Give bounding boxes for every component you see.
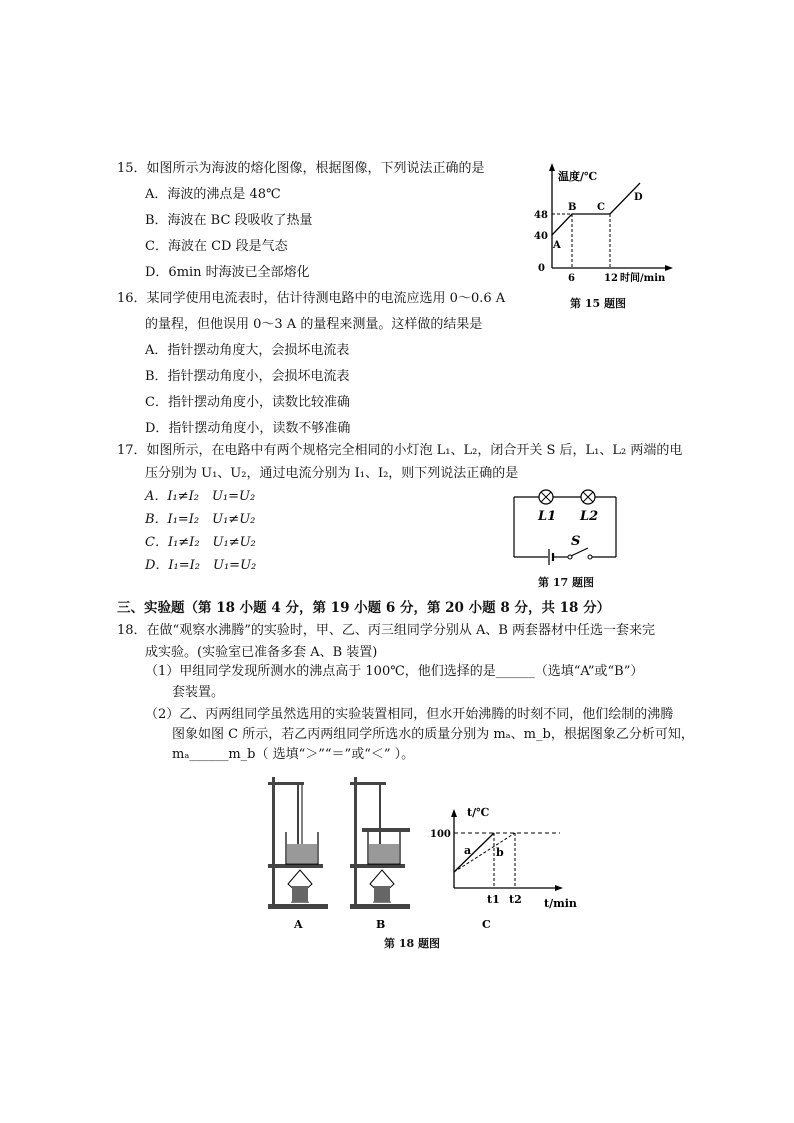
q15-option-c: C．海波在 CD 段是气态 [145,239,288,254]
point-a-label: A [553,240,561,251]
q18-part2-line2: 图象如图 C 所示，若乙丙两组同学所选水的质量分别为 mₐ、m_b，根据图象乙分析可知， [172,727,694,742]
y-axis-arrow [549,163,555,171]
graph-x-label: t/min [544,897,577,910]
circuit-figure [508,485,626,570]
q15-option-d: D．6min 时海波已全部熔化 [145,265,310,280]
apparatus-a-icon [268,777,328,909]
q18-part1-line2: 套装置。 [172,685,225,700]
q15-option-b: B．海波在 BC 段吸收了热量 [145,213,313,228]
x-axis-arrow [665,265,673,271]
q18-stem-line2: 成实验。(实验室已准备多套 A、B 装置) [145,645,378,660]
graph-x-arrow [555,885,563,891]
graph-y-arrow [451,809,457,817]
q16-option-d: D．指针摆动角度小，读数不够准确 [145,421,351,436]
q15-stem: 15．如图所示为海波的熔化图像，根据图像，下列说法正确的是 [117,161,485,176]
q17-stem-line1: 17．如图所示，在电路中有两个规格完全相同的小灯泡 L₁、L₂，闭合开关 S 后，L₁、L₂ 两端的电 [117,443,683,458]
section-3-heading: 三、实验题（第 18 小题 4 分，第 19 小题 6 分，第 20 小题 8 分，共 18 分） [117,600,611,616]
origin-label: 0 [538,263,545,274]
line-b-label: b [496,846,504,859]
q18-part1-line1: （1）甲组同学发现所测水的沸点高于 100℃，他们选择的是______（选填“A”或“B”） [145,664,644,679]
battery-icon [549,549,553,565]
q18-part2-line1: （2）乙、丙两组同学虽然选用的实验装置相同，但水开始沸腾的时刻不同，他们绘制的沸腾 [145,707,674,722]
line-a [454,833,494,872]
q16-option-a: A．指针摆动角度大，会损坏电流表 [145,343,350,358]
y-tick-40: 40 [534,231,548,242]
q16-stem-line2: 的量程，但他误用 0～3 A 的量程来测量。这样做的结果是 [145,317,483,332]
melting-curve [552,183,640,235]
x-axis-label: 时间/min [620,273,666,284]
lamp-l1-icon [539,490,553,504]
melting-graph-figure [528,158,708,293]
point-d-label: D [634,192,643,203]
q16-option-c: C．指针摆动角度小，读数比较准确 [145,395,350,410]
point-c-label: C [597,202,605,213]
switch-label: S [571,534,581,549]
apparatus-b-label: B [376,918,386,931]
q17-option-b: B．I₁=I₂ U₁≠U₂ [145,512,256,527]
lamp-l2-icon [581,490,595,504]
x-tick-6: 6 [568,273,575,284]
figure-18-caption: 第 18 题图 [384,937,440,950]
q17-stem-line2: 压分别为 U₁、U₂，通过电流分别为 I₁、I₂，则下列说法正确的是 [145,466,519,481]
figure-17-caption: 第 17 题图 [538,576,594,589]
y-tick-48: 48 [534,210,548,221]
q16-stem-line1: 16．某同学使用电流表时，估计待测电路中的电流应选用 0～0.6 A [117,291,506,306]
graph-c-label: C [482,918,491,931]
graph-y-tick-100: 100 [430,829,451,840]
figure-18 [262,772,592,940]
q15-option-a: A．海波的沸点是 48℃ [145,187,281,202]
q18-stem-line1: 18．在做“观察水沸腾”的实验时，甲、乙、丙三组同学分别从 A、B 两套器材中任选一套来完 [117,623,656,638]
line-a-label: a [464,844,472,857]
apparatus-b-icon [350,777,410,909]
apparatus-a-label: A [294,918,303,931]
y-axis-label: 温度/℃ [558,170,598,183]
q16-option-b: B．指针摆动角度小，会损坏电流表 [145,369,350,384]
graph-y-label: t/℃ [467,806,490,819]
q18-part2-line3: mₐ______m_b（ 选填“＞”“＝”或“＜” ）。 [172,747,415,762]
q17-option-d: D．I₁=I₂ U₁=U₂ [145,558,257,573]
x-tick-t1: t1 [487,893,500,906]
x-tick-t2: t2 [509,893,522,906]
lamp-l2-label: L2 [580,509,599,524]
lamp-l1-label: L1 [538,509,557,524]
figure-15-caption: 第 15 题图 [570,297,626,310]
boiling-graph [430,806,577,910]
switch-icon [568,548,592,559]
x-tick-12: 12 [604,273,618,284]
q17-option-a: A．I₁≠I₂ U₁=U₂ [145,489,256,504]
q17-option-c: C．I₁≠I₂ U₁≠U₂ [145,535,256,550]
point-b-label: B [568,202,577,213]
